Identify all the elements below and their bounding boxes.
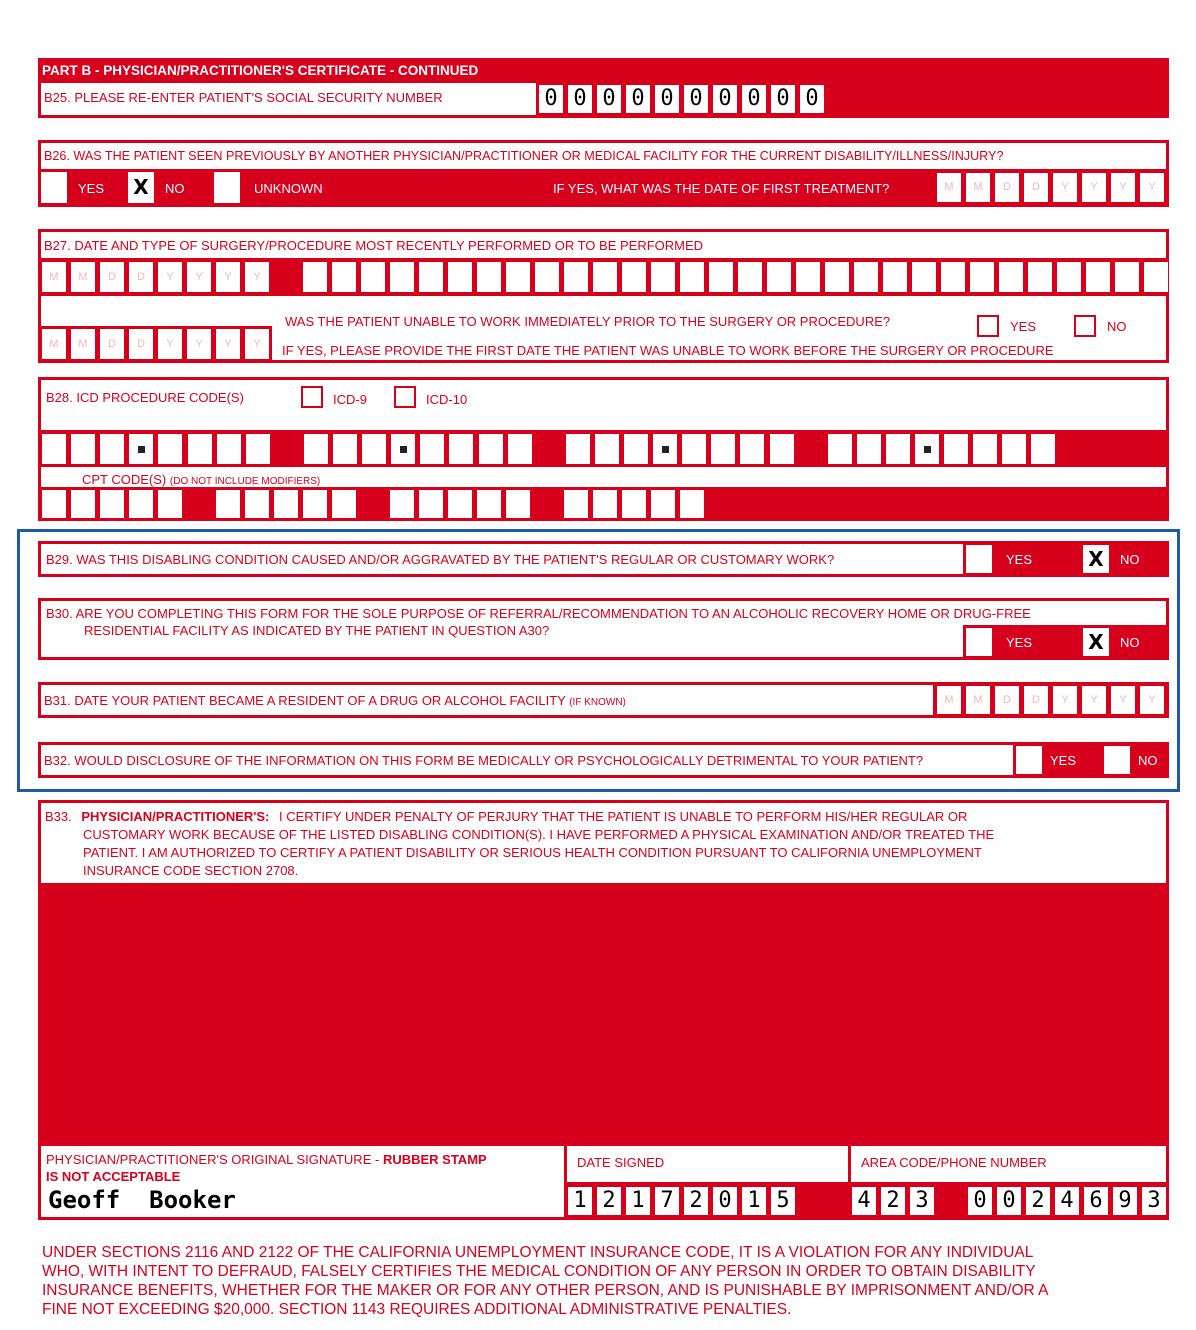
code-cell bbox=[418, 261, 444, 293]
b26-date-question: IF YES, WHAT WAS THE DATE OF FIRST TREATMENT? bbox=[553, 181, 890, 196]
area-code-digit: 3 bbox=[909, 1186, 935, 1216]
code-cell bbox=[302, 261, 328, 293]
code-cell bbox=[681, 433, 707, 465]
b30-no-label: NO bbox=[1120, 635, 1140, 650]
ssn-digit: 0 bbox=[625, 84, 651, 114]
b31-label bbox=[44, 693, 626, 710]
code-cell bbox=[882, 261, 908, 293]
b27-no-label: NO bbox=[1107, 319, 1127, 334]
ssn-digit: 0 bbox=[683, 84, 709, 114]
date-signed-digit: 1 bbox=[567, 1186, 593, 1216]
code-cell bbox=[187, 433, 213, 465]
b32-yes-label: YES bbox=[1050, 753, 1077, 768]
code-cell bbox=[478, 433, 504, 465]
b30-yes-checkbox[interactable] bbox=[966, 628, 992, 656]
b29-yes-label: YES bbox=[1006, 552, 1033, 567]
code-cell bbox=[1027, 261, 1053, 293]
code-cell bbox=[708, 261, 734, 293]
b33-bold-lead: PHYSICIAN/PRACTITIONER'S: bbox=[81, 809, 270, 824]
ssn-digit: 0 bbox=[770, 84, 796, 114]
b30-label-line2: RESIDENTIAL FACILITY AS INDICATED BY THE PATIENT IN QUESTION A30? bbox=[84, 623, 550, 638]
code-cell bbox=[943, 433, 969, 465]
date-cell: Y bbox=[157, 328, 183, 360]
date-cell: D bbox=[128, 261, 154, 293]
code-cell bbox=[476, 489, 502, 519]
date-signed-digit: 2 bbox=[596, 1186, 622, 1216]
not-acceptable-text: IS NOT ACCEPTABLE bbox=[46, 1169, 181, 1184]
code-cell bbox=[332, 433, 358, 465]
code-cell bbox=[157, 489, 183, 519]
code-cell bbox=[505, 261, 531, 293]
code-cell bbox=[856, 433, 882, 465]
code-cell bbox=[244, 489, 270, 519]
b30-label-line1: B30. ARE YOU COMPLETING THIS FORM FOR THE SOLE PURPOSE OF REFERRAL/RECOMMENDATION TO AN ALCOHOLIC RECOVERY HOME OR DRUG-FREE bbox=[46, 606, 1031, 621]
signature-label-text: PHYSICIAN/PRACTITIONER'S ORIGINAL SIGNATURE - bbox=[46, 1152, 380, 1167]
b25-label: B25. PLEASE RE-ENTER PATIENT'S SOCIAL SECURITY NUMBER bbox=[44, 90, 443, 105]
date-cell: Y bbox=[186, 261, 212, 293]
ssn-digit: 0 bbox=[712, 84, 738, 114]
code-cell bbox=[911, 261, 937, 293]
area-code-digit: 2 bbox=[880, 1186, 906, 1216]
area-code-field[interactable] bbox=[851, 1186, 939, 1216]
date-cell: D bbox=[994, 685, 1020, 715]
icd10-checkbox[interactable] bbox=[394, 386, 416, 408]
code-cell bbox=[998, 261, 1024, 293]
b33-text-1: I CERTIFY UNDER PENALTY OF PERJURY THAT THE PATIENT IS UNABLE TO PERFORM HIS/HER REGULAR OR bbox=[279, 809, 968, 824]
date-signed-field[interactable] bbox=[567, 1186, 799, 1216]
date-cell: Y bbox=[215, 328, 241, 360]
b31-label-text: B31. DATE YOUR PATIENT BECAME A RESIDENT OF A DRUG OR ALCOHOL FACILITY bbox=[44, 693, 566, 708]
code-cell bbox=[679, 489, 705, 519]
date-cell: M bbox=[41, 261, 67, 293]
date-cell: Y bbox=[1081, 172, 1107, 203]
rubber-stamp-text: RUBBER STAMP bbox=[382, 1152, 487, 1167]
date-signed-digit: 1 bbox=[625, 1186, 651, 1216]
penalty-line2: WHO, WITH INTENT TO DEFRAUD, FALSELY CERTIFIES THE MEDICAL CONDITION OF ANY PERSON IN ORDER TO OBTAIN DISABILITY bbox=[42, 1263, 1036, 1280]
code-cell bbox=[70, 433, 96, 465]
code-cell bbox=[766, 261, 792, 293]
b27-procedure-field[interactable] bbox=[302, 261, 1168, 293]
b27-yes-checkbox[interactable] bbox=[977, 315, 999, 337]
cpt-label-text: CPT CODE(S) bbox=[82, 472, 167, 487]
icd-codes-field[interactable] bbox=[41, 433, 1051, 465]
area-code-digit: 4 bbox=[851, 1186, 877, 1216]
code-cell bbox=[795, 261, 821, 293]
date-cell: M bbox=[936, 172, 962, 203]
ssn-digit: 0 bbox=[596, 84, 622, 114]
phone-label: AREA CODE/PHONE NUMBER bbox=[861, 1155, 1047, 1170]
phone-digit: 9 bbox=[1112, 1186, 1138, 1216]
code-cell bbox=[70, 489, 96, 519]
code-cell bbox=[621, 489, 647, 519]
code-cell bbox=[1001, 433, 1027, 465]
date-cell: M bbox=[41, 328, 67, 360]
code-cell bbox=[507, 433, 533, 465]
penalty-line3: INSURANCE BENEFITS, WHETHER FOR THE MAKER OR FOR ANY OTHER PERSON, AND IS PUNISHABLE BY IMPRISONMENT AND/OR A bbox=[42, 1282, 1049, 1299]
cpt-codes-field[interactable] bbox=[41, 489, 706, 519]
b31-note: (IF KNOWN) bbox=[569, 697, 626, 708]
code-cell bbox=[216, 433, 242, 465]
code-cell bbox=[41, 433, 67, 465]
date-cell: Y bbox=[1139, 685, 1165, 715]
code-cell bbox=[534, 261, 560, 293]
date-cell: Y bbox=[1052, 685, 1078, 715]
date-signed-digit: 5 bbox=[770, 1186, 796, 1216]
code-cell bbox=[592, 489, 618, 519]
code-cell bbox=[447, 261, 473, 293]
code-cell bbox=[739, 433, 765, 465]
date-cell: Y bbox=[215, 261, 241, 293]
code-cell bbox=[331, 261, 357, 293]
b27-first-date-note: IF YES, PLEASE PROVIDE THE FIRST DATE THE PATIENT WAS UNABLE TO WORK BEFORE THE SURGERY OR PROCEDURE bbox=[282, 343, 1054, 358]
decimal-dot bbox=[400, 446, 407, 453]
code-cell bbox=[273, 489, 299, 519]
code-cell bbox=[128, 489, 154, 519]
code-cell bbox=[885, 433, 911, 465]
date-cell: Y bbox=[1139, 172, 1165, 203]
b32-yes-checkbox[interactable] bbox=[1016, 746, 1042, 774]
code-cell bbox=[476, 261, 502, 293]
b28-label: B28. ICD PROCEDURE CODE(S) bbox=[46, 390, 244, 405]
decimal-dot bbox=[924, 446, 931, 453]
b27-label: B27. DATE AND TYPE OF SURGERY/PROCEDURE MOST RECENTLY PERFORMED OR TO BE PERFORMED bbox=[44, 238, 704, 253]
date-signed-label: DATE SIGNED bbox=[577, 1155, 665, 1170]
b26-yes-label: YES bbox=[78, 181, 105, 196]
code-cell bbox=[447, 489, 473, 519]
ssn-input[interactable] bbox=[538, 84, 819, 114]
code-cell bbox=[594, 433, 620, 465]
signature-label bbox=[46, 1152, 487, 1167]
code-cell bbox=[360, 261, 386, 293]
date-cell: Y bbox=[244, 328, 270, 360]
date-cell: M bbox=[70, 328, 96, 360]
phone-digit: 3 bbox=[1141, 1186, 1167, 1216]
code-cell bbox=[623, 433, 649, 465]
date-cell: D bbox=[99, 328, 125, 360]
date-signed-digit: 0 bbox=[712, 1186, 738, 1216]
ssn-digit: 0 bbox=[799, 84, 825, 114]
b27-yes-label: YES bbox=[1010, 319, 1037, 334]
code-cell bbox=[1056, 261, 1082, 293]
code-cell bbox=[737, 261, 763, 293]
date-cell: Y bbox=[1110, 685, 1136, 715]
code-cell bbox=[389, 489, 415, 519]
date-signed-digit: 1 bbox=[741, 1186, 767, 1216]
date-cell: Y bbox=[1110, 172, 1136, 203]
phone-digit: 2 bbox=[1025, 1186, 1051, 1216]
phone-digit: 6 bbox=[1083, 1186, 1109, 1216]
code-cell bbox=[331, 489, 357, 519]
b32-no-label: NO bbox=[1138, 753, 1158, 768]
code-cell bbox=[99, 433, 125, 465]
code-cell bbox=[679, 261, 705, 293]
b27-first-date-field[interactable] bbox=[41, 328, 273, 360]
code-cell bbox=[41, 489, 67, 519]
b33-line3: PATIENT. I AM AUTHORIZED TO CERTIFY A PATIENT DISABILITY OR SERIOUS HEALTH CONDITION PURSUANT TO CALIFORNIA UNEMPLOYMENT bbox=[83, 845, 982, 860]
code-cell bbox=[1143, 261, 1169, 293]
code-cell bbox=[940, 261, 966, 293]
b33-line1 bbox=[45, 809, 967, 824]
b29-label: B29. WAS THIS DISABLING CONDITION CAUSED AND/OR AGGRAVATED BY THE PATIENT'S REGULAR OR CUSTOMARY WORK? bbox=[46, 552, 835, 567]
b28-question-row bbox=[41, 380, 1166, 430]
b29-yes-checkbox[interactable] bbox=[966, 545, 992, 573]
code-cell bbox=[99, 489, 125, 519]
b32-no-checkbox[interactable] bbox=[1104, 746, 1130, 774]
code-cell bbox=[650, 261, 676, 293]
date-cell: Y bbox=[157, 261, 183, 293]
code-cell bbox=[419, 433, 445, 465]
icd9-checkbox[interactable] bbox=[301, 386, 323, 408]
b26-unknown-checkbox[interactable] bbox=[214, 172, 240, 203]
decimal-dot bbox=[138, 446, 145, 453]
code-cell bbox=[361, 433, 387, 465]
b32-label: B32. WOULD DISCLOSURE OF THE INFORMATION ON THIS FORM BE MEDICALLY OR PSYCHOLOGICALLY DETRIMENTAL TO YOUR PATIENT? bbox=[44, 753, 924, 768]
date-signed-digit: 7 bbox=[654, 1186, 680, 1216]
code-cell bbox=[505, 489, 531, 519]
date-cell: D bbox=[1023, 172, 1049, 203]
code-cell bbox=[302, 489, 328, 519]
code-cell bbox=[710, 433, 736, 465]
phone-digit: 0 bbox=[996, 1186, 1022, 1216]
code-cell bbox=[827, 433, 853, 465]
b26-no-label: NO bbox=[165, 181, 185, 196]
b26-date-field[interactable] bbox=[936, 172, 1168, 203]
date-cell: M bbox=[70, 261, 96, 293]
decimal-dot bbox=[662, 446, 669, 453]
code-cell bbox=[972, 433, 998, 465]
code-cell bbox=[215, 489, 241, 519]
ssn-digit: 0 bbox=[654, 84, 680, 114]
code-cell bbox=[1030, 433, 1056, 465]
cpt-note: (DO NOT INCLUDE MODIFIERS) bbox=[169, 476, 321, 487]
date-signed-digit: 2 bbox=[683, 1186, 709, 1216]
date-cell: D bbox=[128, 328, 154, 360]
date-cell: M bbox=[965, 172, 991, 203]
b33-line2: CUSTOMARY WORK BECAUSE OF THE LISTED DISABLING CONDITION(S). I HAVE PERFORMED A PHYSICAL EXAMINATION AND/OR TREATED THE bbox=[83, 827, 995, 842]
date-cell: D bbox=[1023, 685, 1049, 715]
signature-field[interactable]: Geoff Booker bbox=[48, 1186, 236, 1214]
date-cell: Y bbox=[244, 261, 270, 293]
code-cell bbox=[565, 433, 591, 465]
ssn-digit: 0 bbox=[741, 84, 767, 114]
icd9-label: ICD-9 bbox=[333, 392, 367, 407]
b26-unknown-label: UNKNOWN bbox=[254, 181, 323, 196]
date-cell: Y bbox=[1052, 172, 1078, 203]
cpt-label bbox=[82, 472, 320, 489]
phone-digit: 4 bbox=[1054, 1186, 1080, 1216]
code-cell bbox=[1114, 261, 1140, 293]
code-cell bbox=[969, 261, 995, 293]
date-cell: D bbox=[994, 172, 1020, 203]
code-cell bbox=[824, 261, 850, 293]
b29-no-checkbox[interactable]: X bbox=[1083, 545, 1109, 573]
icd10-label: ICD-10 bbox=[426, 392, 468, 407]
b29-no-label: NO bbox=[1120, 552, 1140, 567]
code-cell bbox=[563, 489, 589, 519]
code-cell bbox=[592, 261, 618, 293]
code-cell bbox=[650, 489, 676, 519]
b33-line4: INSURANCE CODE SECTION 2708. bbox=[83, 863, 299, 878]
code-cell bbox=[389, 261, 415, 293]
code-cell bbox=[853, 261, 879, 293]
code-cell bbox=[245, 433, 271, 465]
code-cell bbox=[418, 489, 444, 519]
code-cell bbox=[769, 433, 795, 465]
phone-number-field[interactable] bbox=[967, 1186, 1167, 1216]
ssn-digit: 0 bbox=[538, 84, 564, 114]
b26-yes-checkbox[interactable] bbox=[41, 172, 67, 203]
b33-prefix: B33. bbox=[45, 809, 72, 824]
b30-no-checkbox[interactable]: X bbox=[1083, 628, 1109, 656]
code-cell bbox=[303, 433, 329, 465]
date-cell: D bbox=[99, 261, 125, 293]
code-cell bbox=[157, 433, 183, 465]
date-cell: Y bbox=[186, 328, 212, 360]
b26-no-checkbox[interactable]: X bbox=[128, 172, 154, 203]
penalty-line1: UNDER SECTIONS 2116 AND 2122 OF THE CALIFORNIA UNEMPLOYMENT INSURANCE CODE, IT IS A VIOLATION FOR ANY INDIVIDUAL bbox=[42, 1244, 1034, 1261]
ssn-digit: 0 bbox=[567, 84, 593, 114]
b26-label: B26. WAS THE PATIENT SEEN PREVIOUSLY BY ANOTHER PHYSICIAN/PRACTITIONER OR MEDICAL FACILITY FOR THE CURRENT DISABILITY/ILLNESS/INJURY? bbox=[44, 149, 1004, 163]
penalty-line4: FINE NOT EXCEEDING $20,000. SECTION 1143 REQUIRES ADDITIONAL ADMINISTRATIVE PENALTIES. bbox=[42, 1301, 792, 1318]
date-cell: Y bbox=[1081, 685, 1107, 715]
code-cell bbox=[1085, 261, 1111, 293]
code-cell bbox=[621, 261, 647, 293]
date-cell: M bbox=[936, 685, 962, 715]
part-b-header: PART B - PHYSICIAN/PRACTITIONER'S CERTIFICATE - CONTINUED bbox=[42, 63, 479, 78]
code-cell bbox=[448, 433, 474, 465]
b27-unable-question: WAS THE PATIENT UNABLE TO WORK IMMEDIATELY PRIOR TO THE SURGERY OR PROCEDURE? bbox=[285, 314, 891, 329]
phone-digit: 0 bbox=[967, 1186, 993, 1216]
code-cell bbox=[563, 261, 589, 293]
b27-no-checkbox[interactable] bbox=[1074, 315, 1096, 337]
b27-date-field[interactable] bbox=[41, 261, 273, 293]
b31-date-field[interactable] bbox=[936, 685, 1168, 715]
b30-yes-label: YES bbox=[1006, 635, 1033, 650]
date-cell: M bbox=[965, 685, 991, 715]
